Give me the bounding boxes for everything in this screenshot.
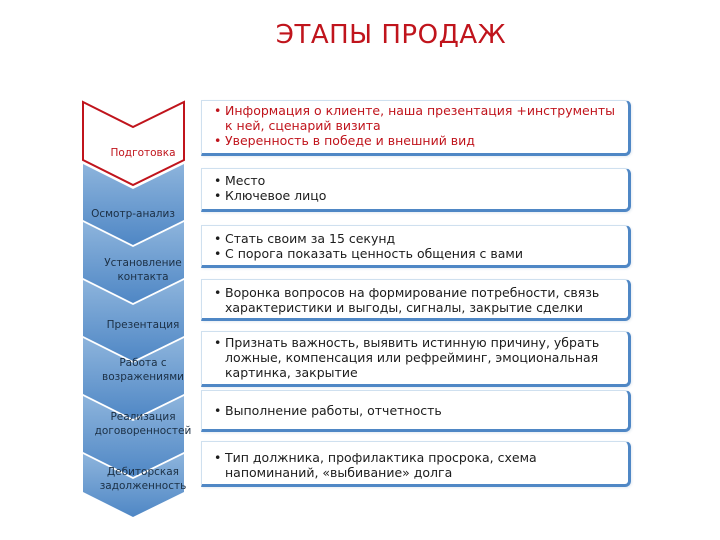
bullet-item: • Ключевое лицо bbox=[212, 188, 620, 203]
stage-label-presentation: Презентация bbox=[106, 319, 180, 331]
stage-label-objections: Работа с возражениями bbox=[102, 357, 184, 383]
stage-panel-agreements bbox=[201, 390, 631, 432]
stage-label-inspection: Осмотр-анализ bbox=[91, 208, 175, 220]
bullet-item: • Уверенность в победе и внешний вид bbox=[212, 133, 620, 148]
bullet-item: • Информация о клиенте, наша презентация +инструменты к ней, сценарий визита bbox=[212, 103, 620, 133]
bullet-item: • Выполнение работы, отчетность bbox=[212, 403, 620, 418]
bullet-item: • Признать важность, выявить истинную причину, убрать ложные, компенсация или рефрейминг, эмоциональная картинка, закрытие bbox=[212, 335, 620, 380]
stage-label-receivables: Дебиторская задолженность bbox=[99, 466, 187, 492]
stage-label-contact: Установление контакта bbox=[104, 257, 182, 283]
stage-panel-inspection bbox=[201, 168, 631, 212]
bullet-item: • С порога показать ценность общения с вами bbox=[212, 246, 620, 261]
bullet-item: • Место bbox=[212, 173, 620, 188]
stage-panel-receivables bbox=[201, 441, 631, 487]
stage-label-preparation: Подготовка bbox=[110, 147, 176, 159]
page-title: ЭТАПЫ ПРОДАЖ bbox=[275, 20, 507, 50]
stage-label-agreements: Реализация договоренностей bbox=[94, 411, 192, 437]
stage-panel-objections bbox=[201, 331, 631, 387]
bullet-item: • Воронка вопросов на формирование потребности, связь характеристики и выгоды, сигналы, закрытие сделки bbox=[212, 285, 620, 315]
bullet-item: • Стать своим за 15 секунд bbox=[212, 231, 620, 246]
stage-panel-preparation bbox=[201, 100, 631, 156]
bullet-item: • Тип должника, профилактика просрока, схема напоминаний, «выбивание» долга bbox=[212, 450, 620, 480]
stage-panel-contact bbox=[201, 225, 631, 268]
stage-panel-presentation bbox=[201, 279, 631, 321]
